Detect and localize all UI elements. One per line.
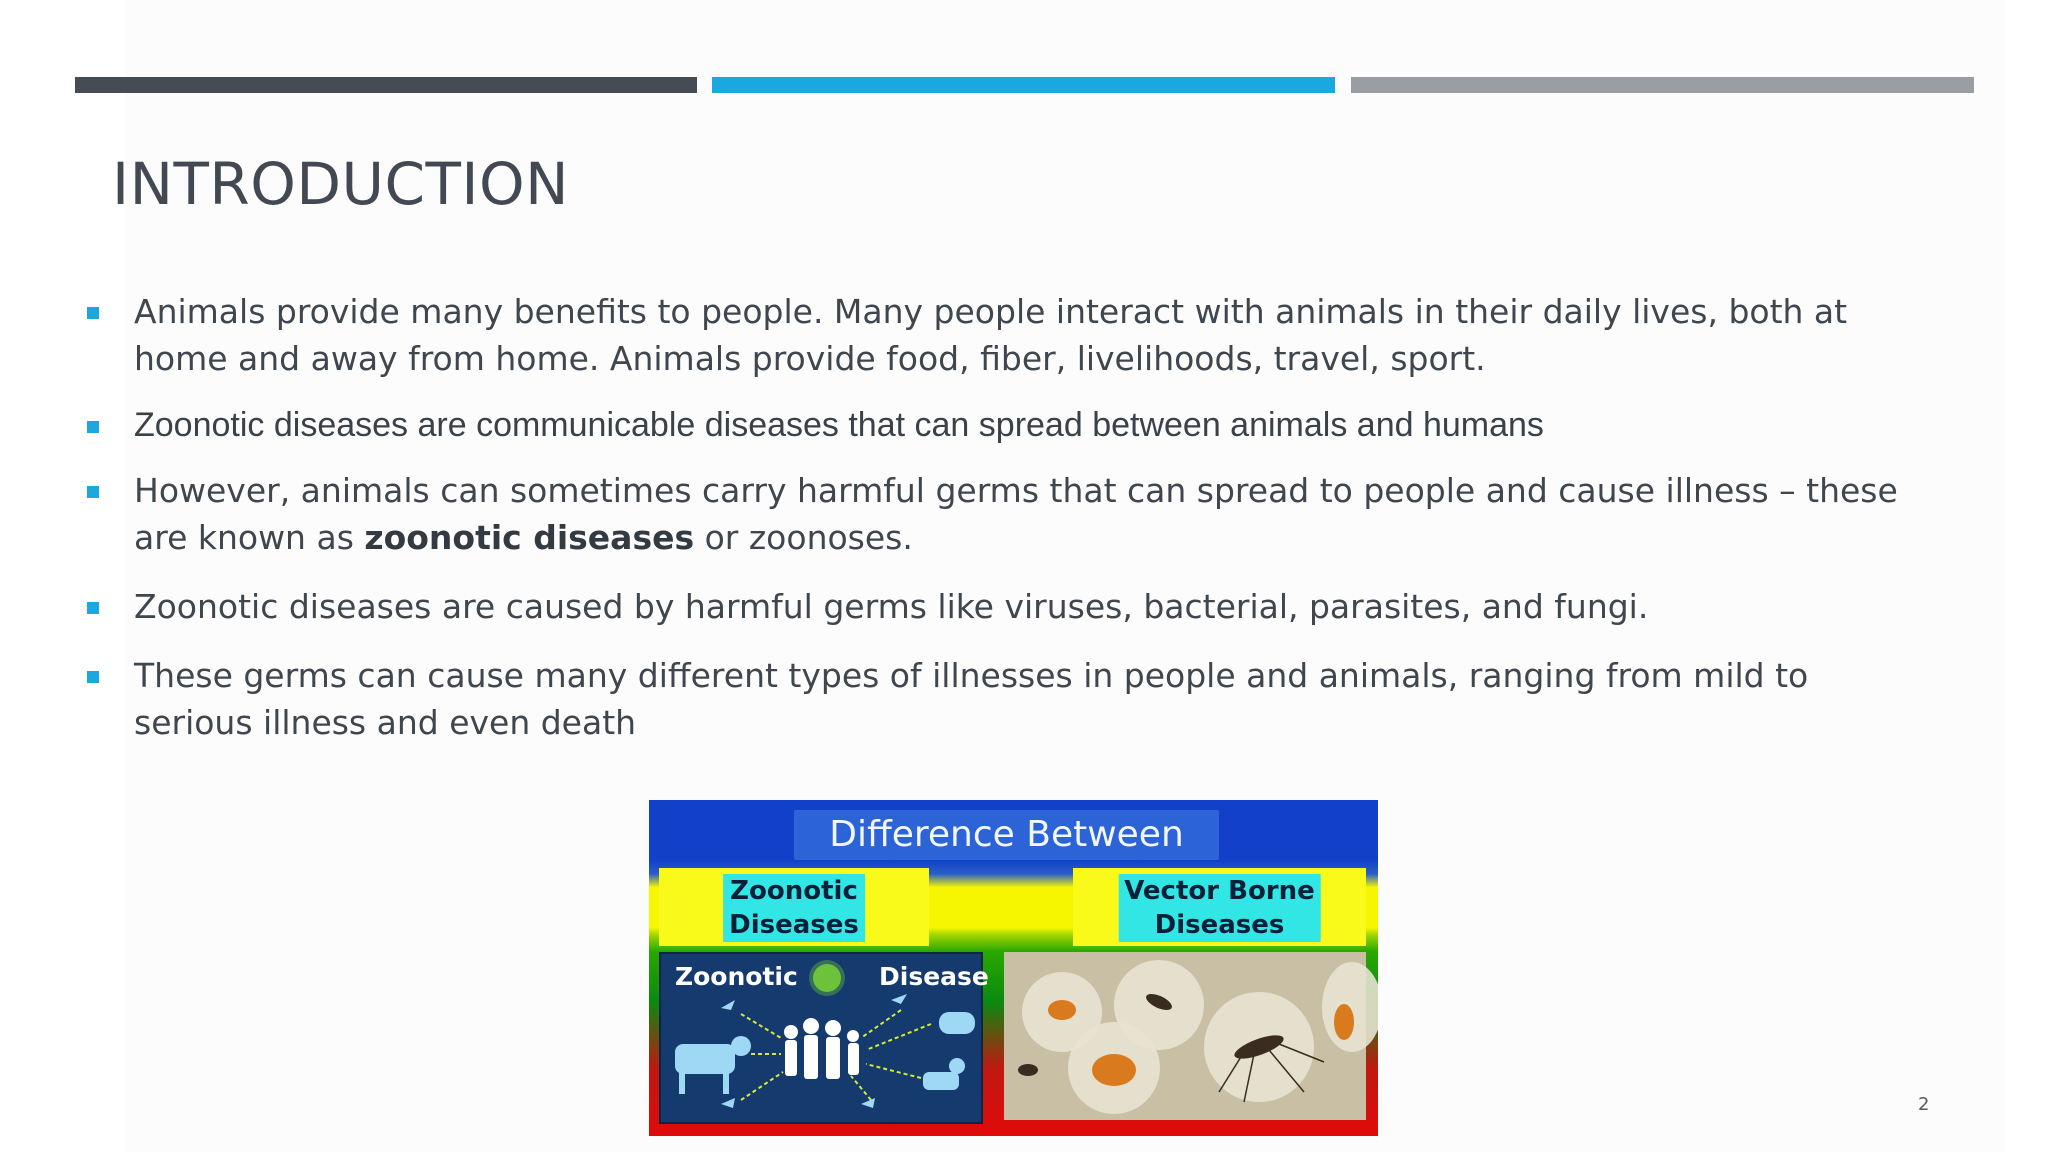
bullet-text: These germs can cause many different types of illnesses in people and animals, ranging from mild to serious illness and even death [134,656,1809,742]
slide-title: INTRODUCTION [112,150,570,218]
vector-borne-label [1118,874,1321,942]
panel-word-disease: Disease [879,962,989,991]
bullet-square-icon [87,486,99,498]
bullet-text: or zoonoses. [694,518,913,557]
bullet-square-icon [87,307,99,319]
label-line: Diseases [1154,910,1285,940]
vector-borne-label-box [1073,868,1366,946]
page-number: 2 [1918,1094,1930,1115]
accent-bar-gray [1351,77,1974,93]
insects-illustration [1004,952,1366,1120]
bullet-text: Animals provide many benefits to people. Many people interact with animals in their daily lives, both at home and away from home. Animals provide food, fiber, livelihoods, travel, sport. [134,292,1848,378]
accent-bar-blue [712,77,1335,93]
label-line: Zoonotic [730,876,858,906]
bullet-item [82,583,1902,630]
vector-borne-illustration-panel [1004,952,1366,1120]
zoonotic-label-box [659,868,929,946]
bullet-text: Zoonotic diseases are communicable diseases that can spread between animals and humans [134,406,1544,444]
bullet-item [82,467,1902,561]
bullet-square-icon [87,421,99,433]
bullet-item [82,288,1902,382]
figure-heading: Difference Between [794,810,1219,860]
bullet-square-icon [87,602,99,614]
accent-bar-dark [75,77,697,93]
zoonotic-illustration-panel [659,952,989,1124]
bullet-square-icon [87,671,99,683]
label-line: Diseases [729,910,859,940]
bullet-text: Zoonotic diseases are caused by harmful germs like viruses, bacterial, parasites, and fungi. [134,587,1649,626]
zoonotic-label [723,874,865,942]
difference-between-figure [649,800,1378,1136]
panel-word-zoonotic: Zoonotic [675,962,798,991]
animals-and-people-icon [661,954,981,1122]
bullet-bold-term: zoonotic diseases [364,518,695,557]
bullet-item [82,652,1902,746]
label-line: Vector Borne [1124,876,1315,906]
bullet-list [82,288,1902,746]
bullet-text: However, animals can sometimes carry harmful germs that can spread to people and cause illness – these are known as [134,471,1898,557]
bullet-item [82,402,1902,449]
